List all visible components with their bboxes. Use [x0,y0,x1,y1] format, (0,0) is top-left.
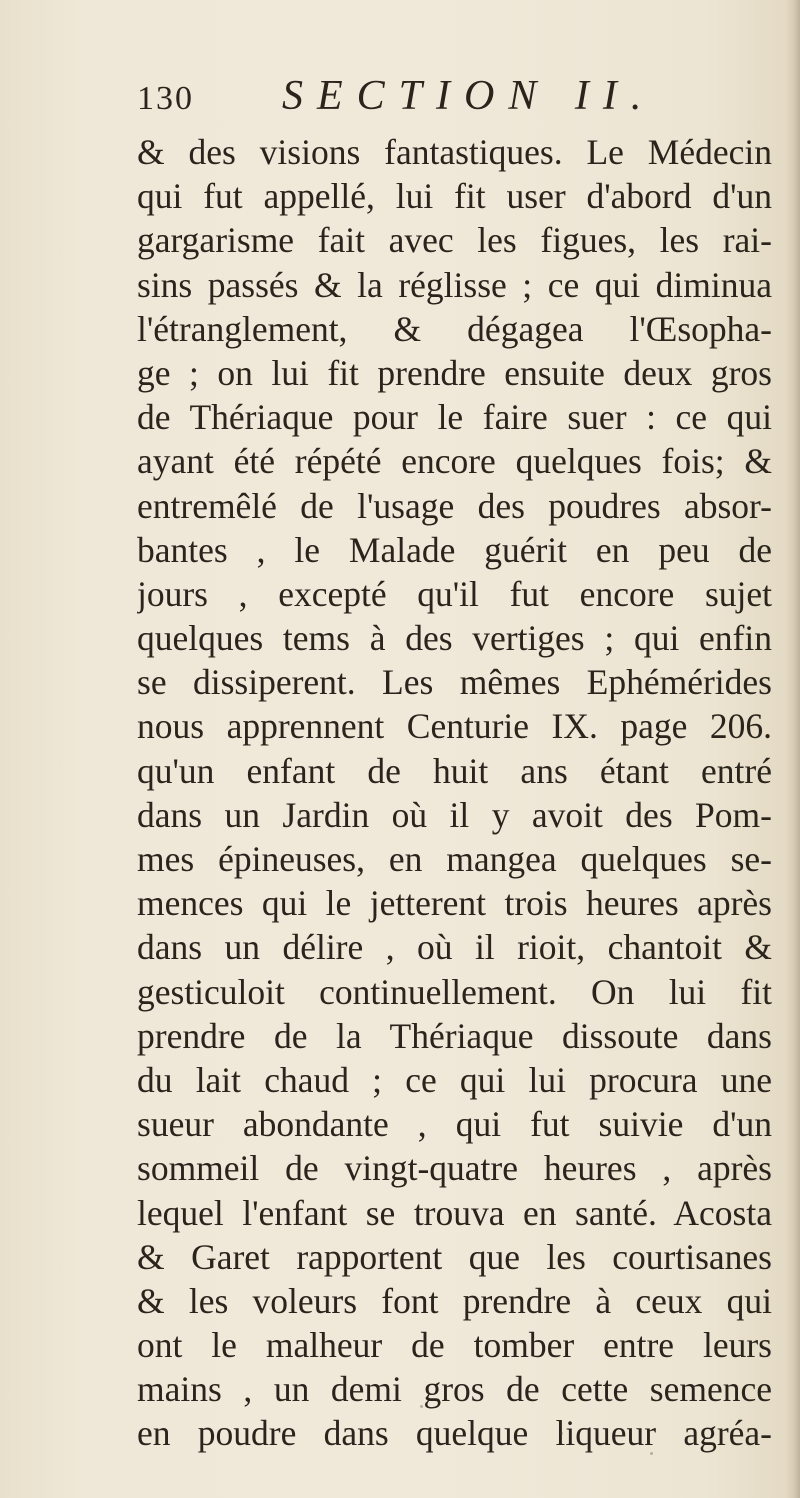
text-line: lequel l'enfant se trouva en santé. Acosta [137,1192,772,1233]
text-line: du lait chaud ; ce qui lui procura une [137,1059,772,1100]
text-line: sommeil de vingt-quatre heures , après [137,1148,772,1189]
text-line: se dissiperent. Les mêmes Ephémérides [137,662,772,703]
text-line: bantes , le Malade guérit en peu de [137,529,772,570]
text-line: l'étranglement, & dégagea l'Œsopha- [137,308,772,349]
running-head: SECTION II. [282,73,656,119]
text-line: dans un Jardin où il y avoit des Pom- [137,794,772,835]
text-line: ge ; on lui fit prendre ensuite deux gros [137,352,772,393]
text-line: & Garet rapportent que les courtisanes [137,1236,772,1277]
text-line: entremêlé de l'usage des poudres absor- [137,485,772,526]
text-line: prendre de la Thériaque dissoute dans [137,1015,772,1056]
text-line: mences qui le jetterent trois heures après [137,883,772,924]
text-line: & les voleurs font prendre à ceux qui [137,1280,772,1321]
paper-speck [420,1405,423,1408]
text-line: qui fut appellé, lui fit user d'abord d'un [137,176,772,217]
text-line: quelques tems à des vertiges ; qui enfin [137,618,772,659]
text-line: qu'un enfant de huit ans étant entré [137,750,772,791]
text-line: mes épineuses, en mangea quelques se- [137,839,772,879]
paper-speck [560,1432,563,1435]
text-line: gesticuloit continuellement. On lui fit [137,971,772,1012]
text-line: ont le malheur de tomber entre leurs [137,1325,772,1366]
body-text [137,130,772,1456]
paper-speck [650,1452,653,1455]
page-header [137,70,777,130]
text-line: dans un délire , où il rioit, chantoit & [137,927,772,968]
text-line: sins passés & la réglisse ; ce qui diminua [137,264,772,305]
text-line: ayant été répété encore quelques fois; & [137,441,772,482]
text-line: sueur abondante , qui fut suivie d'un [137,1104,772,1145]
text-line: en poudre dans quelque liqueur agréa- [137,1413,772,1454]
page-edge-shadow [786,0,800,1498]
text-line: mains , un demi gros de cette semence [137,1369,772,1410]
text-line: nous apprennent Centurie IX. page 206. [137,706,772,747]
text-line: jours , excepté qu'il fut encore sujet [137,573,772,614]
page-number: 130 [137,80,194,117]
text-line: gargarisme fait avec les figues, les rai- [137,220,772,261]
text-line: de Thériaque pour le faire suer : ce qui [137,397,772,438]
text-line: & des visions fantastiques. Le Médecin [137,132,772,172]
